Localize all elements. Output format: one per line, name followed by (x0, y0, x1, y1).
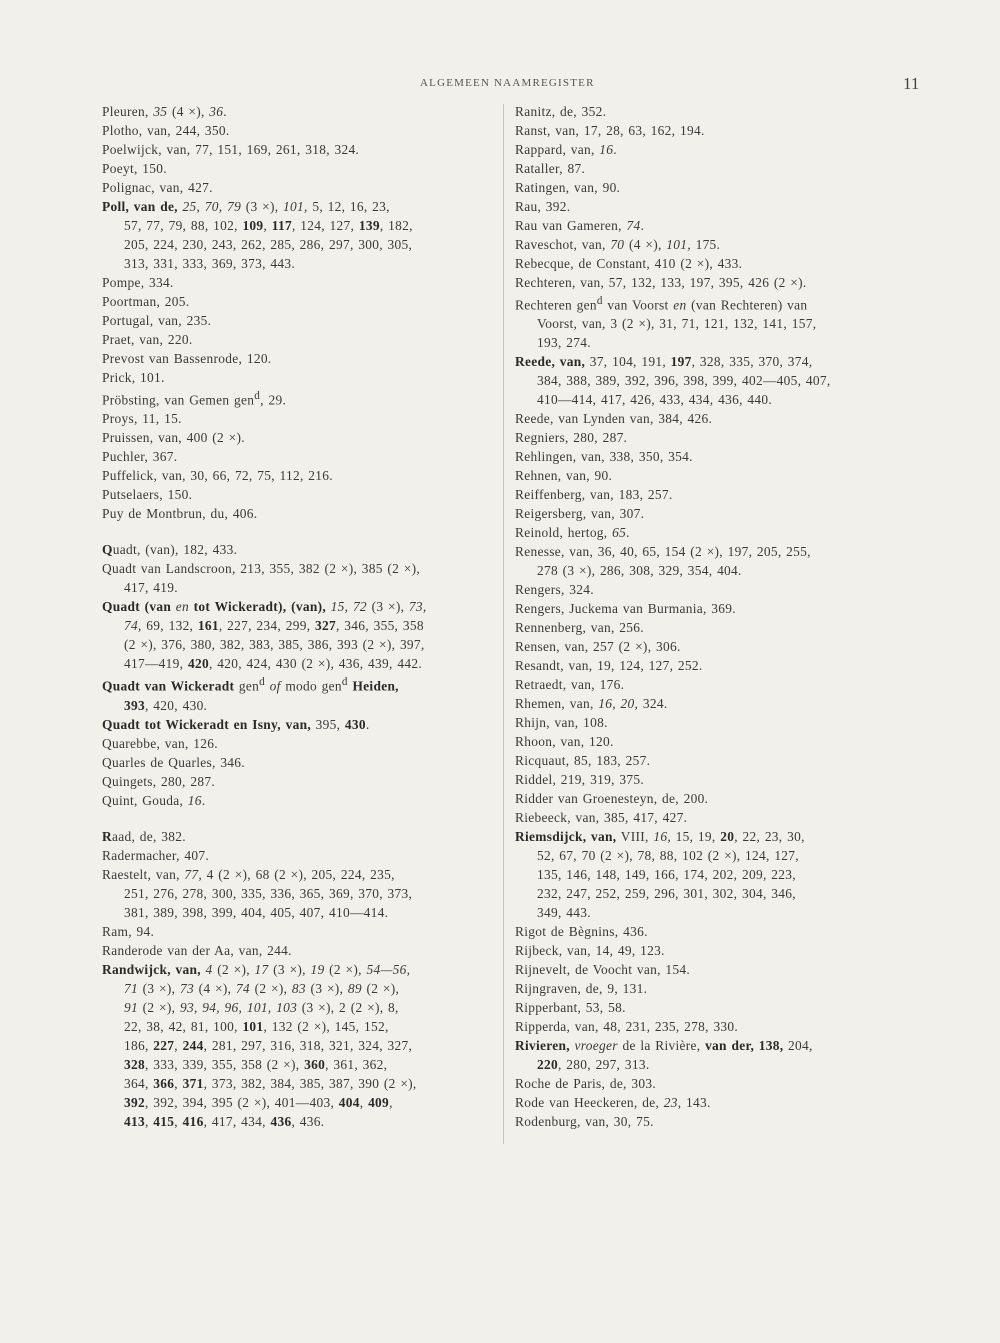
index-entry: Quadt (van en tot Wickeradt), (van), 15, 72 (3 ×), 73, 74, 69, 132, 161, 227, 234, 299, 327, 346, 355, 358 (2 ×), 376, 380, 382, 383, 385, 386, 393 (2 ×), 397, 417—419, 420, 420, 424, 430 (2 ×), 436, 439, 442. (102, 599, 427, 672)
index-entry: Radermacher, 407. (102, 847, 210, 863)
index-entry: Quarles de Quarles, 346. (102, 754, 245, 770)
index-entry: Renesse, van, 36, 40, 65, 154 (2 ×), 197, 205, 255, 278 (3 ×), 286, 308, 329, 354, 404. (515, 544, 811, 579)
index-entry: Rigot de Bègnins, 436. (515, 924, 648, 940)
index-entry: Rensen, van, 257 (2 ×), 306. (515, 639, 681, 655)
index-entry: Ram, 94. (102, 923, 155, 939)
index-entry: Raad, de, 382. (102, 828, 186, 844)
index-entry: Rhoon, van, 120. (515, 734, 614, 750)
index-entry: Ripperda, van, 48, 231, 235, 278, 330. (515, 1019, 739, 1035)
index-entry: Rengers, Juckema van Burmania, 369. (515, 601, 736, 617)
index-entry: Rechteren gen$^d$ van Voorst en (van Rechteren) van Voorst, van, 3 (2 ×), 31, 71, 121, 132, 141, 157, 193, 274. (515, 295, 817, 351)
index-entry: Poll, van de, 25, 70, 79 (3 ×), 101, 5, 12, 16, 23, 57, 77, 79, 88, 102, 109, 117, 124, 127, 139, 182, 205, 224, 230, 243, 262, 285, 286, 297, 300, 305, 313, 331, 333, 369, 373, 443. (102, 199, 413, 271)
index-entry: Rechteren, van, 57, 132, 133, 197, 395, 426 (2 ×). (515, 275, 807, 290)
index-entry: Praet, van, 220. (102, 332, 193, 347)
index-entry: Rehlingen, van, 338, 350, 354. (515, 449, 693, 465)
index-entry: Prick, 101. (102, 370, 165, 385)
index-entry: Rennenberg, van, 256. (515, 620, 644, 636)
index-entry: Riemsdijck, van, VIII, 16, 15, 19, 20, 22, 23, 30, 52, 67, 70 (2 ×), 78, 88, 102 (2 ×), 124, 127, 135, 146, 148, 149, 166, 174, 202, 209, 223, 232, 247, 252, 259, 296, 301, 302, 304, 346, 349, 443. (515, 829, 805, 921)
index-entry: Proys, 11, 15. (102, 411, 182, 427)
index-entry: Ratingen, van, 90. (515, 180, 621, 195)
index-entry: Randwijck, van, 4 (2 ×), 17 (3 ×), 19 (2 ×), 54—56, 71 (3 ×), 73 (4 ×), 74 (2 ×), 83 (3 ×), 89 (2 ×), 91 (2 ×), 93, 94, 96, 101, 103 (3 ×), 2 (2 ×), 8, 22, 38, 42, 81, 100, 101, 132 (2 ×), 145, 152, 186, 227, 244, 281, 297, 316, 318, 321, 324, 327, 328, 333, 339, 355, 358 (2 ×), 360, 361, 362, 364, 366, 371, 373, 382, 384, 385, 387, 390 (2 ×), 392, 392, 394, 395 (2 ×), 401—403, 404, 409, 413, 415, 416, 417, 434, 436, 436. (102, 961, 417, 1129)
index-entry: Pruissen, van, 400 (2 ×). (102, 430, 245, 446)
index-entry: Ranitz, de, 352. (515, 104, 607, 119)
index-entry: Puy de Montbrun, du, 406. (102, 506, 258, 522)
column-divider (503, 104, 504, 1144)
index-entry: Quadt van Wickeradt gen$^d$ of modo gen$^d$ Heiden, 393, 420, 430. (102, 676, 399, 713)
index-entry: Rivieren, vroeger de la Rivière, van der, 138, 204, 220, 280, 297, 313. (515, 1038, 813, 1073)
index-entry: Riebeeck, van, 385, 417, 427. (515, 810, 688, 826)
index-entry: Retraedt, van, 176. (515, 677, 625, 693)
index-entry: Randerode van der Aa, van, 244. (102, 942, 292, 958)
index-entry: Rappard, van, 16. (515, 142, 617, 157)
index-entry: Rhijn, van, 108. (515, 715, 608, 731)
running-head: ALGEMEEN NAAMREGISTER (420, 77, 595, 89)
index-entry: Reiffenberg, van, 183, 257. (515, 487, 673, 503)
index-entry: Putselaers, 150. (102, 487, 193, 503)
index-entry: Plotho, van, 244, 350. (102, 123, 230, 138)
index-entry: Quarebbe, van, 126. (102, 735, 218, 751)
index-entry: Ridder van Groenesteyn, de, 200. (515, 791, 709, 807)
index-entry: Pleuren, 35 (4 ×), 36. (102, 104, 227, 119)
index-entry: Ricquaut, 85, 183, 257. (515, 753, 651, 769)
index-entry: Riddel, 219, 319, 375. (515, 772, 644, 788)
index-entry: Rataller, 87. (515, 161, 586, 176)
index-entry: Reede, van Lynden van, 384, 426. (515, 411, 713, 427)
index-entry: Ranst, van, 17, 28, 63, 162, 194. (515, 123, 705, 138)
index-entry: Pompe, 334. (102, 275, 174, 290)
index-entry: Poeyt, 150. (102, 161, 167, 176)
index-entry: Rodenburg, van, 30, 75. (515, 1114, 654, 1130)
index-entry: Quadt tot Wickeradt en Isny, van, 395, 430. (102, 716, 370, 732)
index-entry: Ripperbant, 53, 58. (515, 1000, 626, 1016)
index-column-left (102, 102, 502, 1131)
index-entry: Prevost van Bassenrode, 120. (102, 351, 272, 366)
index-entry: Regniers, 280, 287. (515, 430, 628, 446)
index-column-right (515, 102, 915, 1131)
index-entry: Quint, Gouda, 16. (102, 792, 206, 808)
index-entry: Puchler, 367. (102, 449, 178, 465)
index-entry: Rijnevelt, de Voocht van, 154. (515, 962, 691, 978)
index-entry: Rengers, 324. (515, 582, 594, 598)
index-entry: Resandt, van, 19, 124, 127, 252. (515, 658, 703, 674)
index-entry: Rau van Gameren, 74. (515, 218, 645, 233)
index-entry: Rau, 392. (515, 199, 571, 214)
index-entry: Polignac, van, 427. (102, 180, 213, 195)
index-entry: Poelwijck, van, 77, 151, 169, 261, 318, 324. (102, 142, 360, 157)
index-entry: Portugal, van, 235. (102, 313, 212, 328)
index-entry: Rijbeck, van, 14, 49, 123. (515, 943, 665, 959)
index-entry: Rebecque, de Constant, 410 (2 ×), 433. (515, 256, 743, 271)
index-entry: Rehnen, van, 90. (515, 468, 613, 484)
index-entry: Raveschot, van, 70 (4 ×), 101, 175. (515, 237, 721, 252)
index-entry: Poortman, 205. (102, 294, 190, 309)
index-entry: Reinold, hertog, 65. (515, 525, 630, 541)
index-entry: Rhemen, van, 16, 20, 324. (515, 696, 668, 712)
index-entry: Quingets, 280, 287. (102, 773, 215, 789)
index-entry: Quadt van Landscroon, 213, 355, 382 (2 ×), 385 (2 ×), 417, 419. (102, 561, 421, 596)
index-entry: Reede, van, 37, 104, 191, 197, 328, 335, 370, 374, 384, 388, 389, 392, 396, 398, 399, 402—405, 407, 410—414, 417, 426, 433, 434, 436, 440. (515, 354, 831, 408)
index-entry: Pröbsting, van Gemen gen$^d$, 29. (102, 390, 287, 408)
index-entry: Raestelt, van, 77, 4 (2 ×), 68 (2 ×), 205, 224, 235, 251, 276, 278, 300, 335, 336, 365, 369, 370, 373, 381, 389, 398, 399, 404, 405, 407, 410—414. (102, 866, 413, 920)
index-entry: Quadt, (van), 182, 433. (102, 542, 238, 558)
index-entry: Roche de Paris, de, 303. (515, 1076, 656, 1092)
index-entry: Puffelick, van, 30, 66, 72, 75, 112, 216. (102, 468, 333, 484)
index-entry: Reigersberg, van, 307. (515, 506, 645, 522)
index-entry: Rode van Heeckeren, de, 23, 143. (515, 1095, 711, 1111)
index-entry: Rijngraven, de, 9, 131. (515, 981, 648, 997)
page-number: 11 (903, 74, 920, 93)
